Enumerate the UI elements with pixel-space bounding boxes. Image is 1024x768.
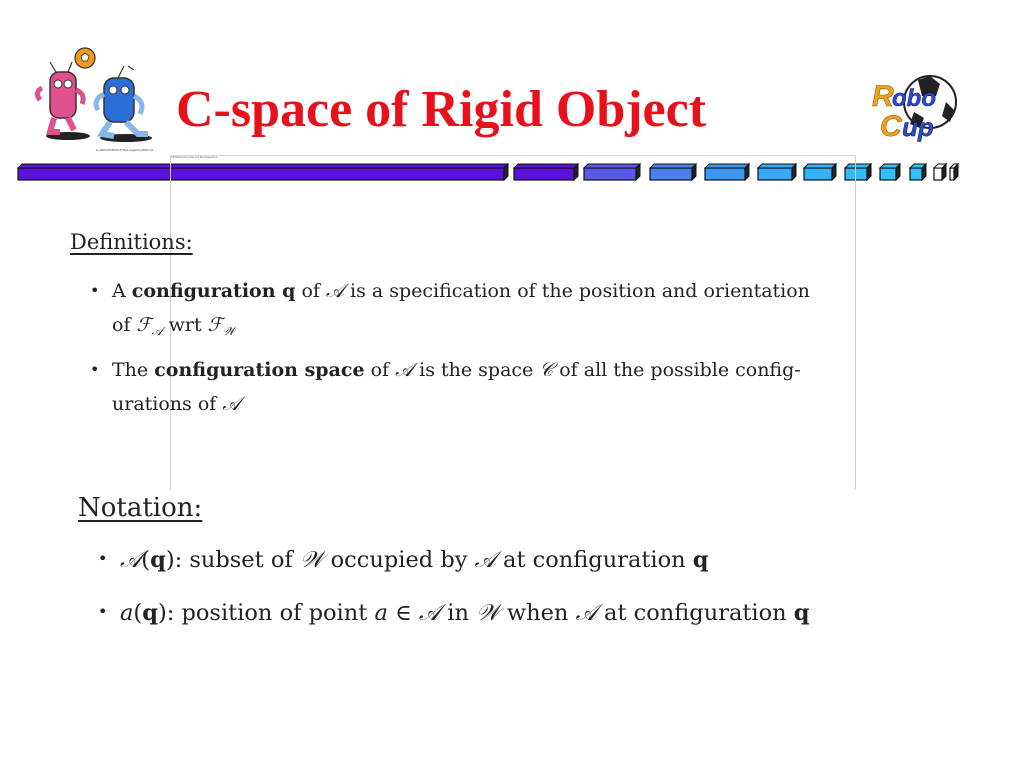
bullet-dot: •	[98, 602, 108, 621]
term: configuration q	[131, 280, 296, 302]
paren: ):	[165, 547, 183, 573]
definitions-heading: Definitions:	[70, 230, 193, 254]
subscript-A: 𝒜	[151, 324, 163, 339]
text: of	[364, 359, 396, 381]
q-vector: q	[142, 600, 158, 626]
robots-soccer-mascot-icon	[28, 44, 156, 146]
symbol-W: 𝒲	[476, 600, 500, 626]
frame-tag: MOSAIC/Acrobat 2.0 file Magazine	[171, 155, 218, 159]
svg-text:C: C	[880, 110, 902, 143]
symbol-A: 𝒜	[222, 393, 241, 415]
element-of: ∈	[387, 600, 419, 626]
divider-block	[880, 164, 900, 180]
divider-block	[910, 164, 926, 180]
mascot-caption: sc.2000,ROBOCUP,Bob,Asgarth,Q2007-01	[96, 148, 154, 152]
text: wrt	[162, 314, 208, 336]
text: is a specification of the position and orientation	[343, 280, 810, 302]
symbol-A: 𝒜	[418, 600, 441, 626]
symbol-A: 𝒜	[395, 359, 414, 381]
symbol-A: 𝒜	[326, 280, 344, 302]
q-vector: q	[793, 600, 810, 626]
q-vector: q	[150, 547, 166, 573]
symbol-W: 𝒲	[299, 547, 324, 573]
text: at configuration	[596, 600, 794, 626]
text: is the space	[413, 359, 540, 381]
paren: (	[133, 600, 143, 626]
text: of	[112, 314, 137, 336]
bullet-dot: •	[90, 360, 100, 379]
symbol-A: 𝒜	[474, 547, 496, 573]
subscript-W: 𝒲	[222, 324, 235, 339]
text: of all the possible config-	[553, 359, 801, 381]
paren: ):	[157, 600, 175, 626]
text: of	[295, 280, 326, 302]
symbol-F: ℱ	[207, 314, 223, 336]
svg-text:up: up	[902, 112, 934, 142]
divider-block	[950, 164, 958, 180]
text: occupied by	[323, 547, 475, 573]
scan-frame	[170, 155, 856, 490]
robocup-logo-icon	[864, 66, 960, 148]
symbol-A: 𝒜	[575, 600, 597, 626]
text: urations of	[112, 393, 223, 415]
symbol-A: 𝒜	[120, 547, 142, 573]
term: configuration space	[154, 359, 365, 381]
text: position of point	[174, 600, 375, 626]
svg-text:R: R	[872, 80, 894, 113]
divider-block	[934, 164, 946, 180]
text: subset of	[182, 547, 300, 573]
text: when	[499, 600, 576, 626]
text: at configuration	[495, 547, 693, 573]
svg-text:obo: obo	[892, 85, 936, 112]
bullet-dot: •	[98, 549, 108, 568]
notation-heading: Notation:	[78, 493, 203, 523]
q-vector: q	[692, 547, 709, 573]
slide-title: C-space of Rigid Object	[176, 81, 707, 138]
symbol-a: a	[374, 600, 388, 626]
text: The	[112, 359, 155, 381]
symbol-a: a	[120, 600, 134, 626]
bullet-dot: •	[90, 281, 100, 300]
symbol-C: 𝒞	[539, 359, 554, 381]
symbol-F: ℱ	[136, 314, 152, 336]
text: in	[440, 600, 477, 626]
paren: (	[141, 547, 151, 573]
text: A	[112, 280, 132, 302]
